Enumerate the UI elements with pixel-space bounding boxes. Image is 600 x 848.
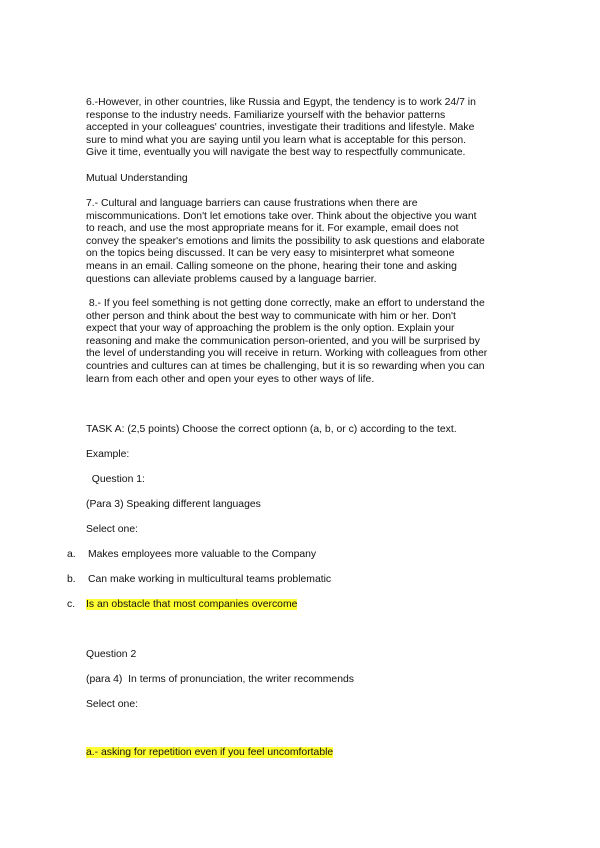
text-line: 7.- Cultural and language barriers can cause frustrations when there are	[86, 198, 418, 209]
text-line: sure to mind what you are saying until you learn what is acceptable for this person.	[86, 134, 467, 146]
text-line: reasoning and make the communication person-oriented, and you will be surprised by	[86, 335, 480, 347]
section-heading: Mutual Understanding	[86, 173, 188, 184]
option-b-text: Can make working in multicultural teams problematic	[88, 574, 332, 585]
text-line: expect that your way of approaching the problem is the only option. Explain your	[86, 323, 455, 335]
option-b-letter: b.	[67, 574, 76, 585]
text-line: 6.-However, in other countries, like Russia and Egypt, the tendency is to work 24/7 in	[86, 97, 476, 108]
text-line: response to the industry needs. Familiarize yourself with the behavior patterns	[86, 109, 446, 121]
option-c-letter: c.	[67, 599, 76, 610]
text-line: other person and think about the best way to communicate with him or her. Don't	[86, 310, 456, 322]
text-line: means in an email. Calling someone on the phone, hearing their tone and asking	[86, 260, 457, 272]
text-line: countries and cultures can at times be challenging, but it is so rewarding when you can	[86, 360, 485, 372]
option-c-text	[86, 599, 297, 612]
text-line: questions can alleviate problems caused by a language barrier.	[86, 273, 377, 285]
highlighted-answer: Is an obstacle that most companies overcome	[86, 599, 298, 610]
question-2-select-label: Select one:	[86, 699, 138, 710]
text-line: the level of understanding you will receive in return. Working with colleagues from other	[86, 348, 488, 360]
paragraph-6	[86, 97, 476, 160]
text-line: convey the speaker's emotions and limits the possibility to ask questions and elaborate	[86, 235, 485, 247]
text-line: to reach, and use the most appropriate means for it. For example, email does not	[86, 223, 459, 235]
text-line: Give it time, eventually you will navigate the best way to respectfully communicate.	[86, 147, 466, 159]
question-1-label: Question 1:	[86, 474, 145, 485]
task-instruction: TASK A: (2,5 points) Choose the correct optionn (a, b, or c) according to the text.	[86, 424, 457, 435]
paragraph-7	[86, 198, 485, 286]
text-line: miscommunications. Don't let emotions take over. Think about the objective you want	[86, 210, 477, 222]
text-line: learn from each other and open your eyes to other ways of life.	[86, 373, 375, 385]
highlighted-answer: a.- asking for repetition even if you feel uncomfortable	[86, 747, 334, 758]
question-2-prompt: (para 4) In terms of pronunciation, the writer recommends	[86, 674, 354, 685]
text-line: 8.- If you feel something is not getting done correctly, make an effort to understand the	[86, 298, 485, 309]
text-line: accepted in your colleagues' countries, investigate their traditions and lifestyle. Make	[86, 122, 475, 134]
option-a-text: Makes employees more valuable to the Company	[88, 549, 317, 560]
option-a-letter: a.	[67, 549, 76, 560]
text-line: on the topics being discussed. It can be very easy to misinterpret what someone	[86, 248, 455, 260]
question-2-answer	[86, 747, 333, 760]
question-2-label: Question 2	[86, 649, 137, 660]
question-1-prompt: (Para 3) Speaking different languages	[86, 499, 261, 510]
question-1-select-label: Select one:	[86, 524, 138, 535]
paragraph-8	[86, 298, 487, 386]
example-label: Example:	[86, 449, 130, 460]
